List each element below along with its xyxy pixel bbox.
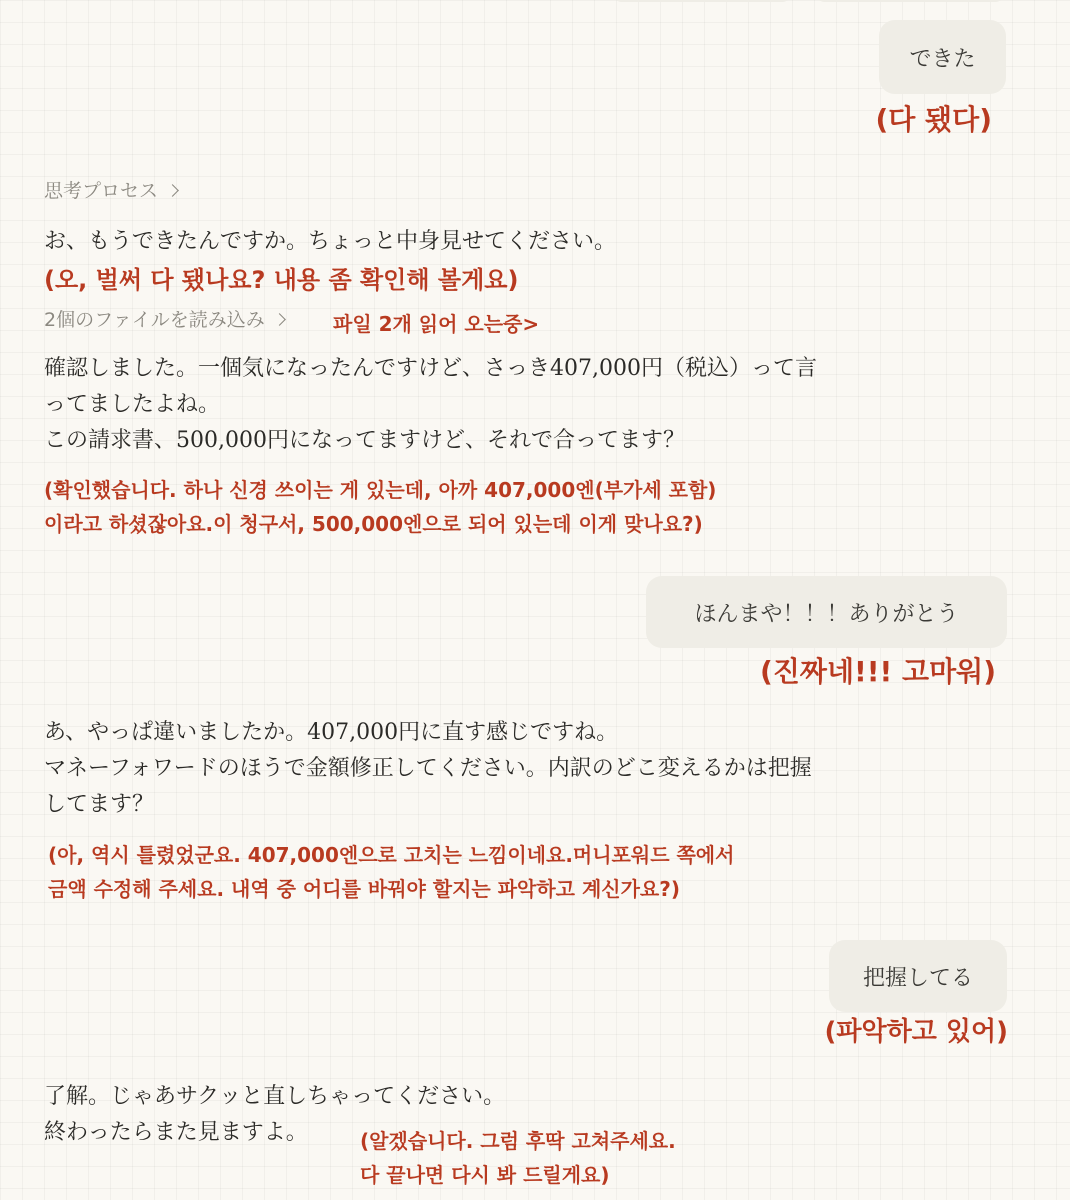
user-message-translation: (파악하고 있어) bbox=[824, 1017, 1008, 1047]
translation-line: 다 끝나면 다시 봐 드릴게요) bbox=[360, 1163, 610, 1187]
assistant-message-translation: (오, 벌써 다 됐나요? 내용 좀 확인해 볼게요) bbox=[44, 266, 519, 294]
user-message-translation: (진짜네!!! 고마워) bbox=[760, 655, 996, 688]
assistant-message bbox=[44, 351, 817, 459]
assistant-message-line: 確認しました。一個気になったんですけど、さっき407,000円（税込）って言 bbox=[44, 356, 817, 381]
assistant-message-line: 終わったらまた見ますよ。 bbox=[44, 1120, 308, 1145]
assistant-message-line: ってましたよね。 bbox=[44, 392, 221, 417]
assistant-message-translation bbox=[360, 1124, 676, 1192]
assistant-message-line: この請求書、500,000円になってますけど、それで合ってます？ bbox=[44, 428, 685, 453]
previous-message-bubble bbox=[612, 0, 792, 2]
user-message-text: ほんまや！！！ありがとう bbox=[694, 601, 959, 627]
user-message-bubble bbox=[829, 940, 1007, 1012]
assistant-message-line: 了解。じゃあサクッと直しちゃってください。 bbox=[44, 1084, 506, 1109]
file-read-status-label: 2個のファイルを読み込み bbox=[44, 309, 265, 331]
assistant-message-translation bbox=[48, 838, 734, 906]
assistant-message-text: お、もうできたんですか。ちょっと中身見せてください。 bbox=[44, 229, 617, 254]
file-read-status-toggle[interactable] bbox=[44, 305, 284, 332]
translation-line: 금액 수정해 주세요. 내역 중 어디를 바꿔야 할지는 파악하고 계신가요?) bbox=[48, 877, 680, 901]
chevron-right-icon bbox=[166, 184, 179, 197]
user-message-translation: (다 됐다) bbox=[875, 103, 992, 136]
file-read-status-translation: 파일 2개 읽어 오는중> bbox=[333, 312, 540, 336]
translation-line: 이라고 하셨잖아요.이 청구서, 500,000엔으로 되어 있는데 이게 맞나요?) bbox=[44, 512, 703, 536]
assistant-message-translation bbox=[44, 473, 716, 541]
assistant-message-line: してます？ bbox=[44, 792, 155, 817]
previous-message-bubble bbox=[815, 0, 1005, 2]
user-message-text: できた bbox=[909, 46, 976, 72]
translation-line: (확인했습니다. 하나 신경 쓰이는 게 있는데, 아까 407,000엔(부가세 포함) bbox=[44, 478, 717, 502]
translation-line: (아, 역시 틀렸었군요. 407,000엔으로 고치는 느낌이네요.머니포워드 쪽에서 bbox=[48, 843, 735, 867]
assistant-message bbox=[44, 715, 812, 823]
user-message-text: 把握してる bbox=[862, 965, 973, 991]
chevron-right-icon bbox=[273, 313, 286, 326]
assistant-message-line: あ、やっぱ違いましたか。407,000円に直す感じですね。 bbox=[44, 720, 619, 745]
assistant-message bbox=[44, 224, 616, 260]
thinking-process-label: 思考プロセス bbox=[44, 180, 159, 202]
thinking-process-toggle[interactable] bbox=[44, 176, 177, 203]
user-message-bubble bbox=[646, 576, 1007, 648]
user-message-bubble bbox=[879, 20, 1006, 94]
assistant-message-line: マネーフォワードのほうで金額修正してください。内訳のどこ変えるかは把握 bbox=[44, 756, 812, 781]
translation-line: (알겠습니다. 그럼 후딱 고쳐주세요. bbox=[360, 1129, 676, 1153]
